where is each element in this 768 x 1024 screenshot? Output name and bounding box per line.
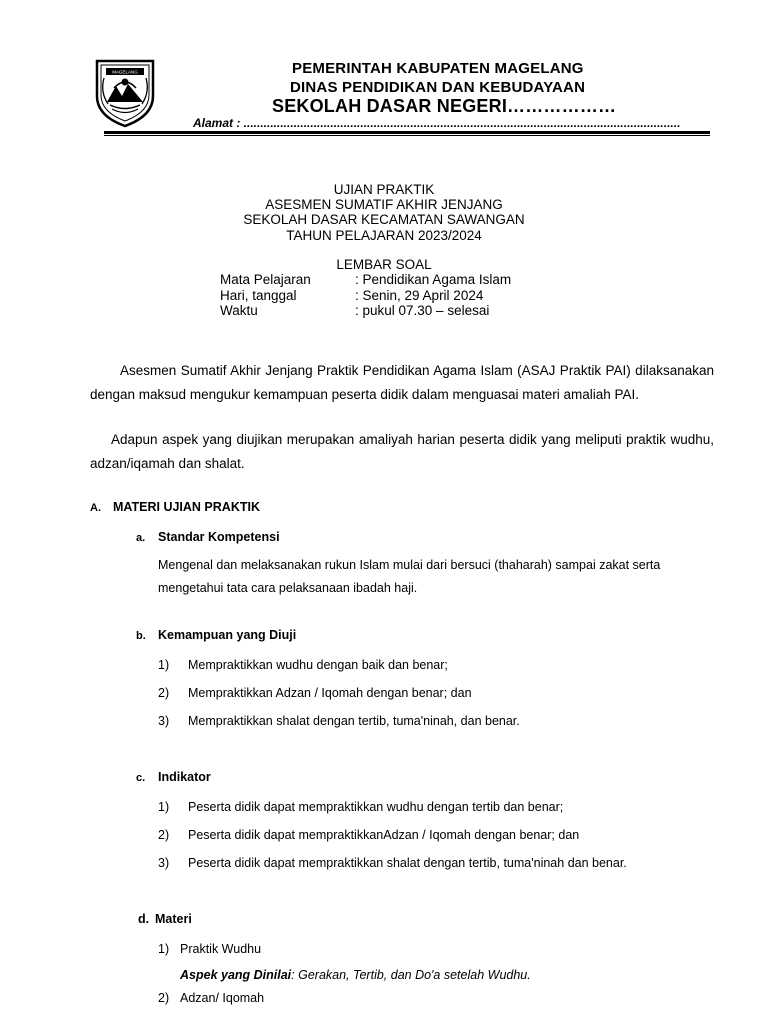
header-rule-thin <box>104 135 710 136</box>
title-line-5: LEMBAR SOAL <box>336 257 432 272</box>
list-item-number: 1) <box>158 942 170 956</box>
header-government: PEMERINTAH KABUPATEN MAGELANG <box>292 60 584 77</box>
list-item-number: 3) <box>158 856 170 870</box>
info-value: : Senin, 29 April 2024 <box>355 288 484 303</box>
subsection-marker: d. <box>138 912 150 926</box>
list-item-number: 2) <box>158 828 170 842</box>
list-item: Praktik Wudhu <box>180 942 262 956</box>
subsection-marker: c. <box>136 772 146 784</box>
svg-text:MAGELANG: MAGELANG <box>112 69 138 75</box>
list-item-number: 3) <box>158 714 170 728</box>
info-label: Hari, tanggal <box>220 288 297 303</box>
title-line-2: ASESMEN SUMATIF AKHIR JENJANG <box>265 197 503 212</box>
subsection-title: Kemampuan yang Diuji <box>158 628 297 642</box>
subsection-title: Materi <box>155 912 192 926</box>
list-item: Adzan/ Iqomah <box>180 991 265 1005</box>
subsection-title: Standar Kompetensi <box>158 530 280 544</box>
info-value: : pukul 07.30 – selesai <box>355 303 490 318</box>
list-item: Peserta didik dapat mempraktikkan shalat dengan tertib, tuma'ninah dan benar. <box>188 856 627 870</box>
competency-text: Mengenal dan melaksanakan rukun Islam mulai dari bersuci (thaharah) sampai zakat serta mengetahui tata cara pelaksanaan ibadah haji. <box>158 558 661 595</box>
assessment-aspect-label: Aspek yang Dinilai <box>180 968 292 982</box>
info-label: Waktu <box>220 303 258 318</box>
subsection-marker: b. <box>136 630 146 642</box>
subsection-title: Indikator <box>158 770 211 784</box>
header-rule-thick <box>104 131 710 134</box>
list-item-number: 2) <box>158 686 170 700</box>
list-item-number: 1) <box>158 800 170 814</box>
subsection-marker: a. <box>136 532 146 544</box>
list-item: Mempraktikkan wudhu dengan baik dan benar; <box>188 658 448 672</box>
info-value: : Pendidikan Agama Islam <box>355 272 512 287</box>
list-item-number: 1) <box>158 658 170 672</box>
header-department: DINAS PENDIDIKAN DAN KEBUDAYAAN <box>290 79 586 96</box>
intro-paragraph-1: Asesmen Sumatif Akhir Jenjang Praktik Pendidikan Agama Islam (ASAJ Praktik PAI) dilaksanakan dengan maksud mengukur kemampuan peserta didik dalam menguasai materi amaliah PAI. <box>90 363 714 402</box>
title-line-3: SEKOLAH DASAR KECAMATAN SAWANGAN <box>243 212 525 227</box>
district-logo <box>94 58 156 128</box>
info-label: Mata Pelajaran <box>220 272 311 287</box>
assessment-aspect-text: : Gerakan, Tertib, dan Do'a setelah Wudhu. <box>291 968 531 982</box>
list-item-number: 2) <box>158 991 170 1005</box>
assessment-aspect <box>180 968 531 982</box>
title-line-1: UJIAN PRAKTIK <box>333 182 435 197</box>
intro-paragraph-2: Adapun aspek yang diujikan merupakan amaliyah harian peserta didik yang meliputi praktik wudhu, adzan/iqamah dan shalat. <box>90 432 714 471</box>
title-line-4: TAHUN PELAJARAN 2023/2024 <box>286 228 482 243</box>
section-title: MATERI UJIAN PRAKTIK <box>113 500 260 514</box>
list-item: Mempraktikkan Adzan / Iqomah dengan benar; dan <box>188 686 472 700</box>
header-school: SEKOLAH DASAR NEGERI……………… <box>272 96 617 116</box>
list-item: Peserta didik dapat mempraktikkan wudhu dengan tertib dan benar; <box>188 800 564 814</box>
section-marker: A. <box>90 502 101 514</box>
list-item: Mempraktikkan shalat dengan tertib, tuma'ninah, dan benar. <box>188 714 520 728</box>
header-address: Alamat : ................................................................................................................................... <box>193 116 681 130</box>
list-item: Peserta didik dapat mempraktikkanAdzan / Iqomah dengan benar; dan <box>188 828 580 842</box>
